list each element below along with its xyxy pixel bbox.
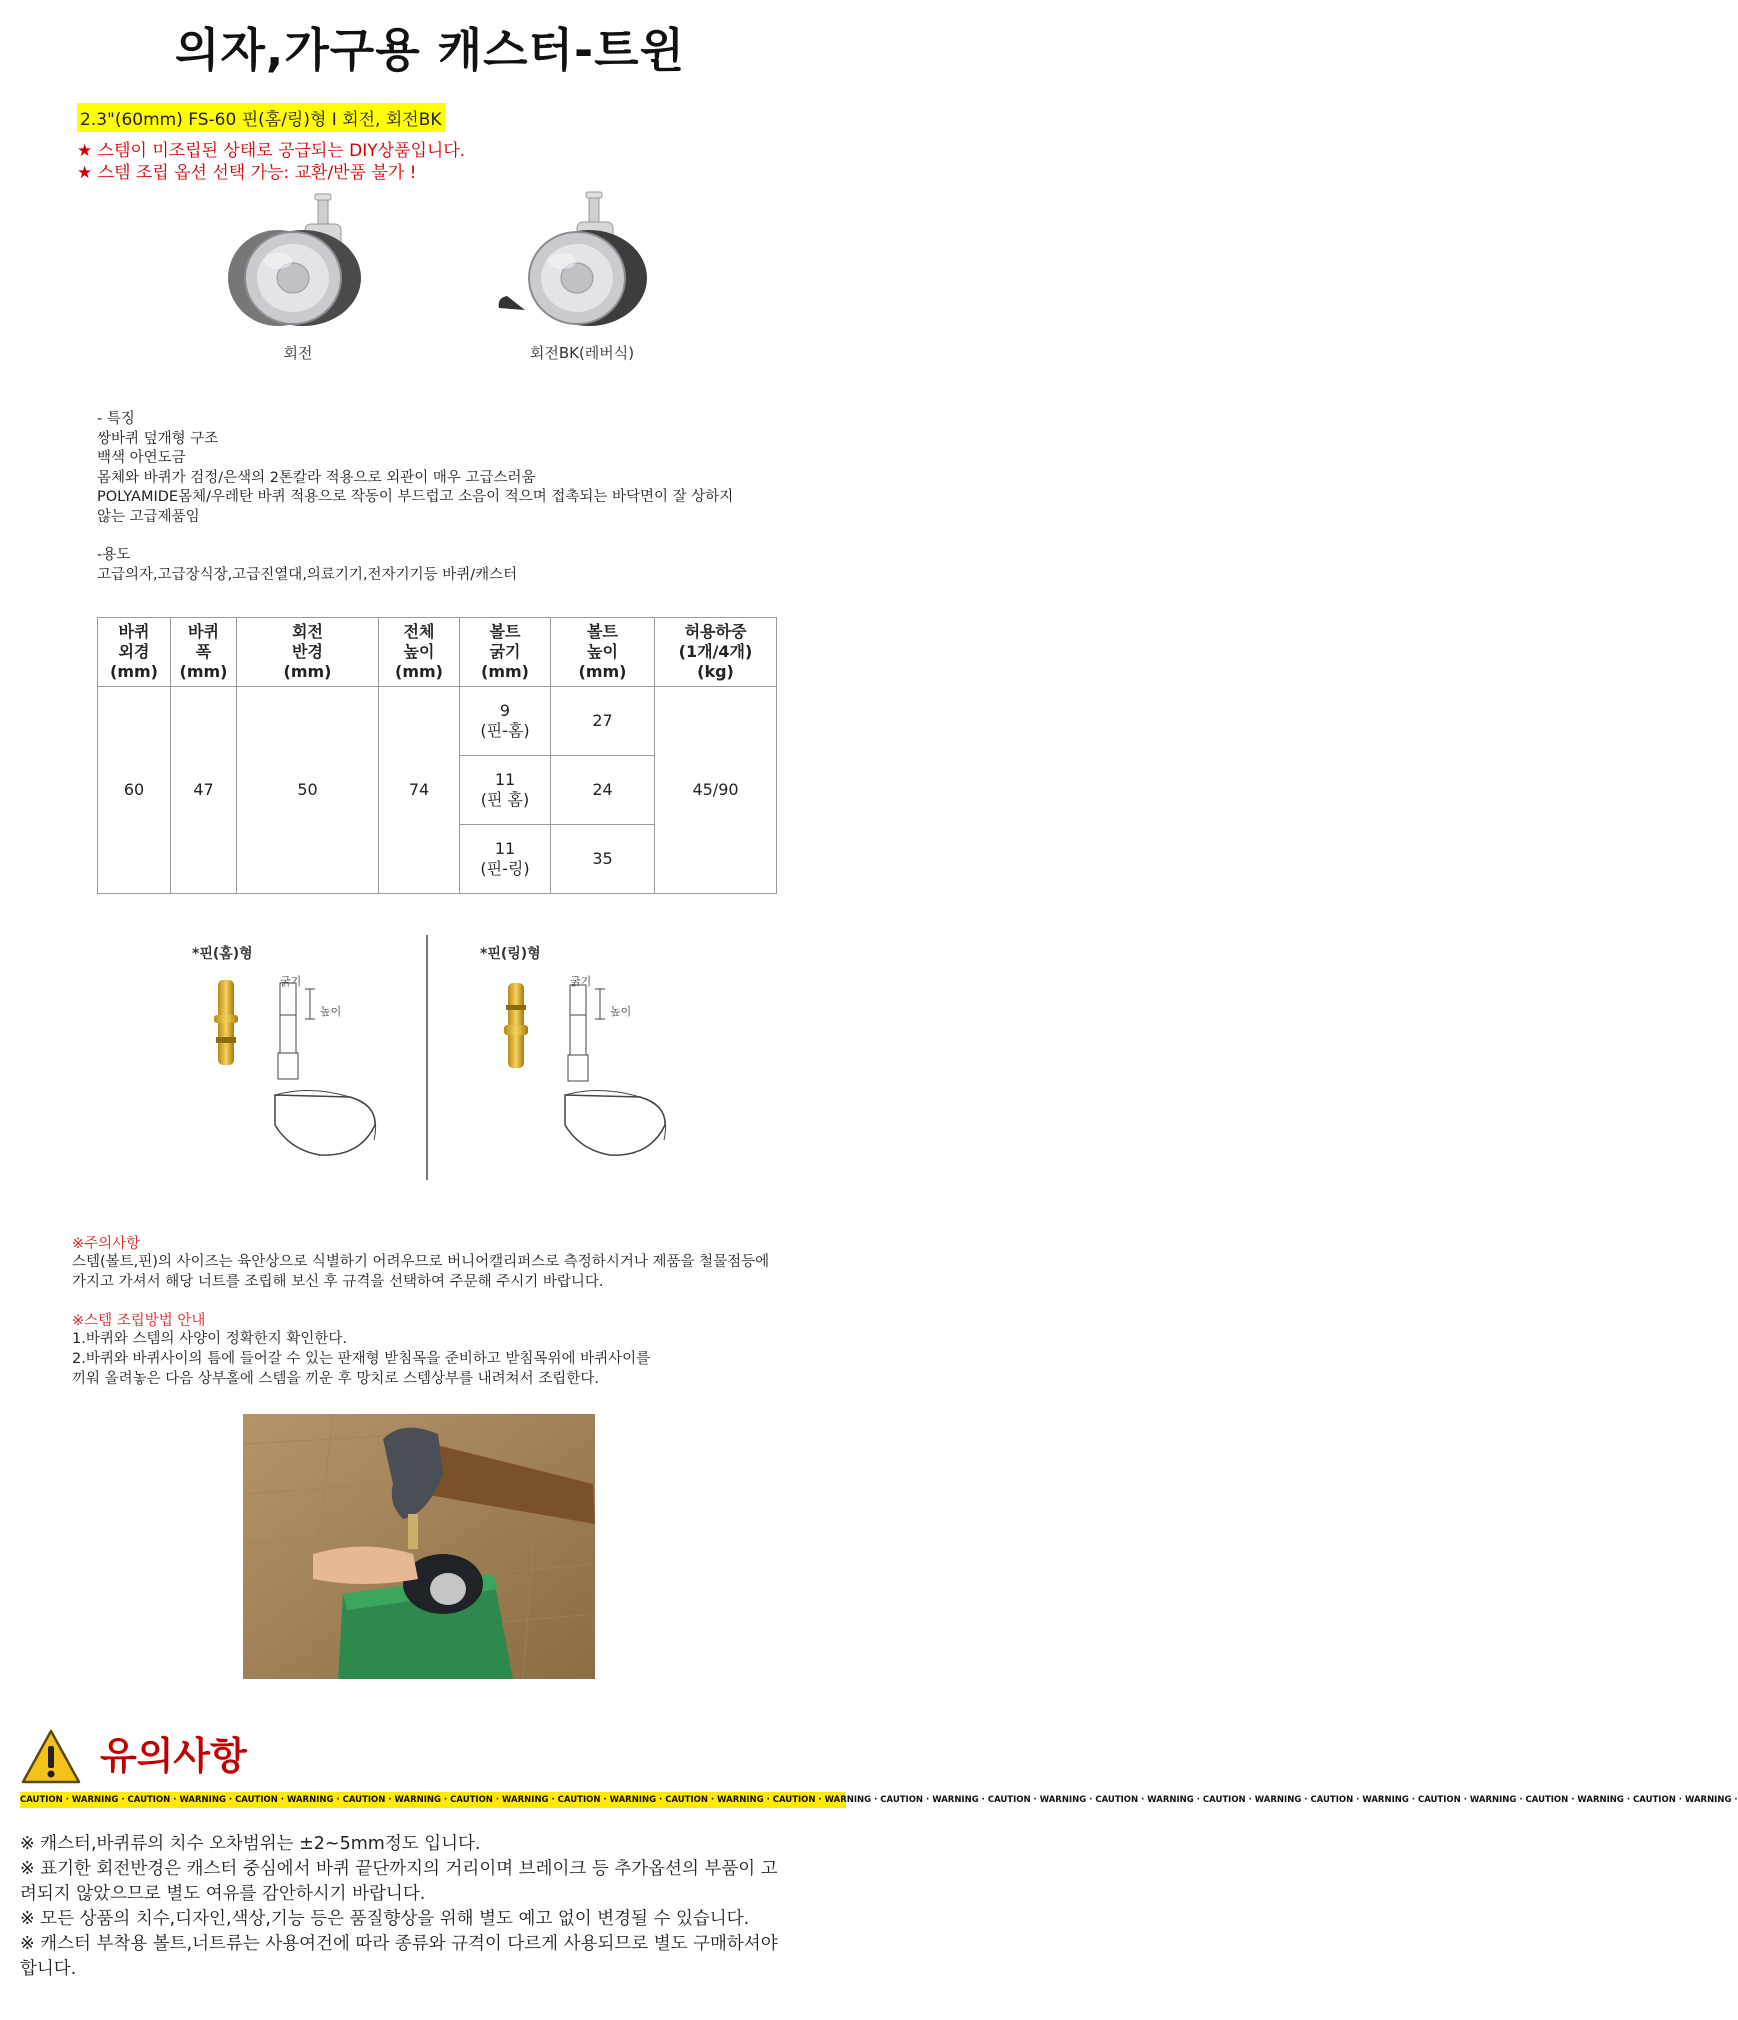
diy-notice: ★ 스템이 미조립된 상태로 공급되는 DIY상품입니다. <box>77 141 466 161</box>
caster-swivel-caption: 회전 <box>283 344 313 362</box>
cell-allowable-load: 45/90 <box>655 687 777 894</box>
table-row <box>98 687 777 756</box>
stem-ring-thickness-label: 굵기 <box>570 975 592 988</box>
caution-tape: CAUTION · WARNING · CAUTION · WARNING · CAUTION · WARNING · CAUTION · WARNING · CAUTION · WARNING · CAUTION · WARNING · CAUTION · WARNING · CAUTION · WARNING · CAUTION · WARNING · CAUTION · WARNING · CAUTION · WARNING · CAUTION · WARNING · CAUTION · WARNING · CAUTION · WARNING · CAUTION · WARNING · CAUTION · WARNING · <box>20 1792 846 1808</box>
product-line-highlight: 2.3"(60mm) FS-60 핀(홈/링)형 I 회전, 회전BK <box>77 103 445 132</box>
caution-note: ※ 캐스터 부착용 볼트,너트류는 사용여건에 따라 종류와 규격이 다르게 사용되므로 별도 구매하셔야 <box>20 1934 778 1954</box>
header-bolt-thickness: 볼트 굵기 (mm) <box>460 618 551 687</box>
warning-icon <box>20 1728 82 1786</box>
cell-bolt-thickness: 11 (핀 홈) <box>460 756 551 825</box>
stem-groove-title: *핀(홈)형 <box>192 946 253 962</box>
header-wheel-diameter: 바퀴 외경 (mm) <box>98 618 171 687</box>
stem-groove-thickness-label: 굵기 <box>280 975 302 988</box>
use-heading: -용도 <box>97 547 131 563</box>
assembly-guide-title: ※스템 조립방법 안내 <box>72 1313 206 1329</box>
cell-bolt-height: 24 <box>551 756 655 825</box>
caution-note: ※ 캐스터,바퀴류의 치수 오차범위는 ±2~5mm정도 입니다. <box>20 1834 481 1854</box>
cell-bolt-height: 27 <box>551 687 655 756</box>
use-line: 고급의자,고급장식장,고급진열대,의료기기,전자기기등 바퀴/캐스터 <box>97 566 518 583</box>
header-allowable-load: 허용하중 (1개/4개) (kg) <box>655 618 777 687</box>
feature-line: 쌍바퀴 덮개형 구조 <box>97 430 219 447</box>
caster-swivel-image <box>193 186 403 346</box>
feature-line: 백색 아연도금 <box>97 450 186 466</box>
assembly-guide-line: 2.바퀴와 바퀴사이의 틈에 들어갈 수 있는 판재형 받침목을 준비하고 받침목위에 바퀴사이를 <box>72 1351 651 1367</box>
cell-wheel-width: 47 <box>171 687 237 894</box>
caution-notes-line: 가지고 가셔서 해당 너트를 조립해 보신 후 규격을 선택하여 주문해 주시기 바랍니다. <box>72 1274 604 1290</box>
header-swivel-radius: 회전 반경 (mm) <box>237 618 379 687</box>
cell-wheel-diameter: 60 <box>98 687 171 894</box>
assembly-option-notice: ★ 스템 조립 옵션 선택 가능: 교환/반품 불가 ! <box>77 163 417 183</box>
caution-notes-title: ※주의사항 <box>72 1236 141 1252</box>
assembly-guide-line: 1.바퀴와 스템의 사양이 정확한지 확인한다. <box>72 1331 347 1347</box>
stem-ring-height-label: 높이 <box>610 1005 632 1018</box>
caution-note: ※ 표기한 회전반경은 캐스터 중심에서 바퀴 끝단까지의 거리이며 브레이크 등 추가옵션의 부품이 고 <box>20 1859 778 1879</box>
stem-divider <box>426 935 428 1180</box>
caution-note: 합니다. <box>20 1959 77 1979</box>
stem-groove-height-label: 높이 <box>320 1005 342 1018</box>
cell-bolt-thickness: 9 (핀-홈) <box>460 687 551 756</box>
spec-table <box>97 617 777 894</box>
header-bolt-height: 볼트 높이 (mm) <box>551 618 655 687</box>
caution-notes-list <box>20 1832 840 1982</box>
header-total-height: 전체 높이 (mm) <box>379 618 460 687</box>
feature-line: 않는 고급제품임 <box>97 508 200 525</box>
header-wheel-width: 바퀴 폭 (mm) <box>171 618 237 687</box>
page-title: 의자,가구용 캐스터-트윈 <box>175 23 685 77</box>
caster-brake-image <box>477 186 687 346</box>
caster-brake-caption: 회전BK(레버식) <box>529 344 635 362</box>
features-section <box>97 410 733 585</box>
feature-line: POLYAMIDE몸체/우레탄 바퀴 적용으로 작동이 부드럽고 소음이 적으며 접촉되는 바닥면이 잘 상하지 <box>97 489 734 505</box>
spec-table-header <box>98 618 777 687</box>
stem-type-diagram <box>180 935 700 1180</box>
caution-note: ※ 모든 상품의 치수,디자인,색상,기능 등은 품질향상을 위해 별도 예고 없이 변경될 수 있습니다. <box>20 1909 750 1929</box>
caution-note: 려되지 않았으므로 별도 여유를 감안하시기 바랍니다. <box>20 1884 426 1904</box>
features-heading: - 특징 <box>97 411 135 427</box>
stem-ring-drawing <box>490 975 690 1175</box>
stem-ring-title: *핀(링)형 <box>480 946 541 962</box>
assembly-guide-line: 끼워 올려놓은 다음 상부홀에 스템을 끼운 후 망치로 스템상부를 내려쳐서 조립한다. <box>72 1371 599 1387</box>
assembly-photo <box>243 1414 595 1679</box>
cell-bolt-height: 35 <box>551 825 655 894</box>
cell-total-height: 74 <box>379 687 460 894</box>
cell-swivel-radius: 50 <box>237 687 379 894</box>
cell-bolt-thickness: 11 (핀-링) <box>460 825 551 894</box>
caution-section-title: 유의사항 <box>100 1734 247 1778</box>
caution-notes-line: 스템(볼트,핀)의 사이즈는 육안상으로 식별하기 어려우므로 버니어캘리퍼스로 측정하시거나 제품을 철물점등에 <box>72 1254 770 1270</box>
feature-line: 몸체와 바퀴가 검정/은색의 2톤칼라 적용으로 외관이 매우 고급스러움 <box>97 469 536 486</box>
stem-groove-drawing <box>200 975 400 1175</box>
